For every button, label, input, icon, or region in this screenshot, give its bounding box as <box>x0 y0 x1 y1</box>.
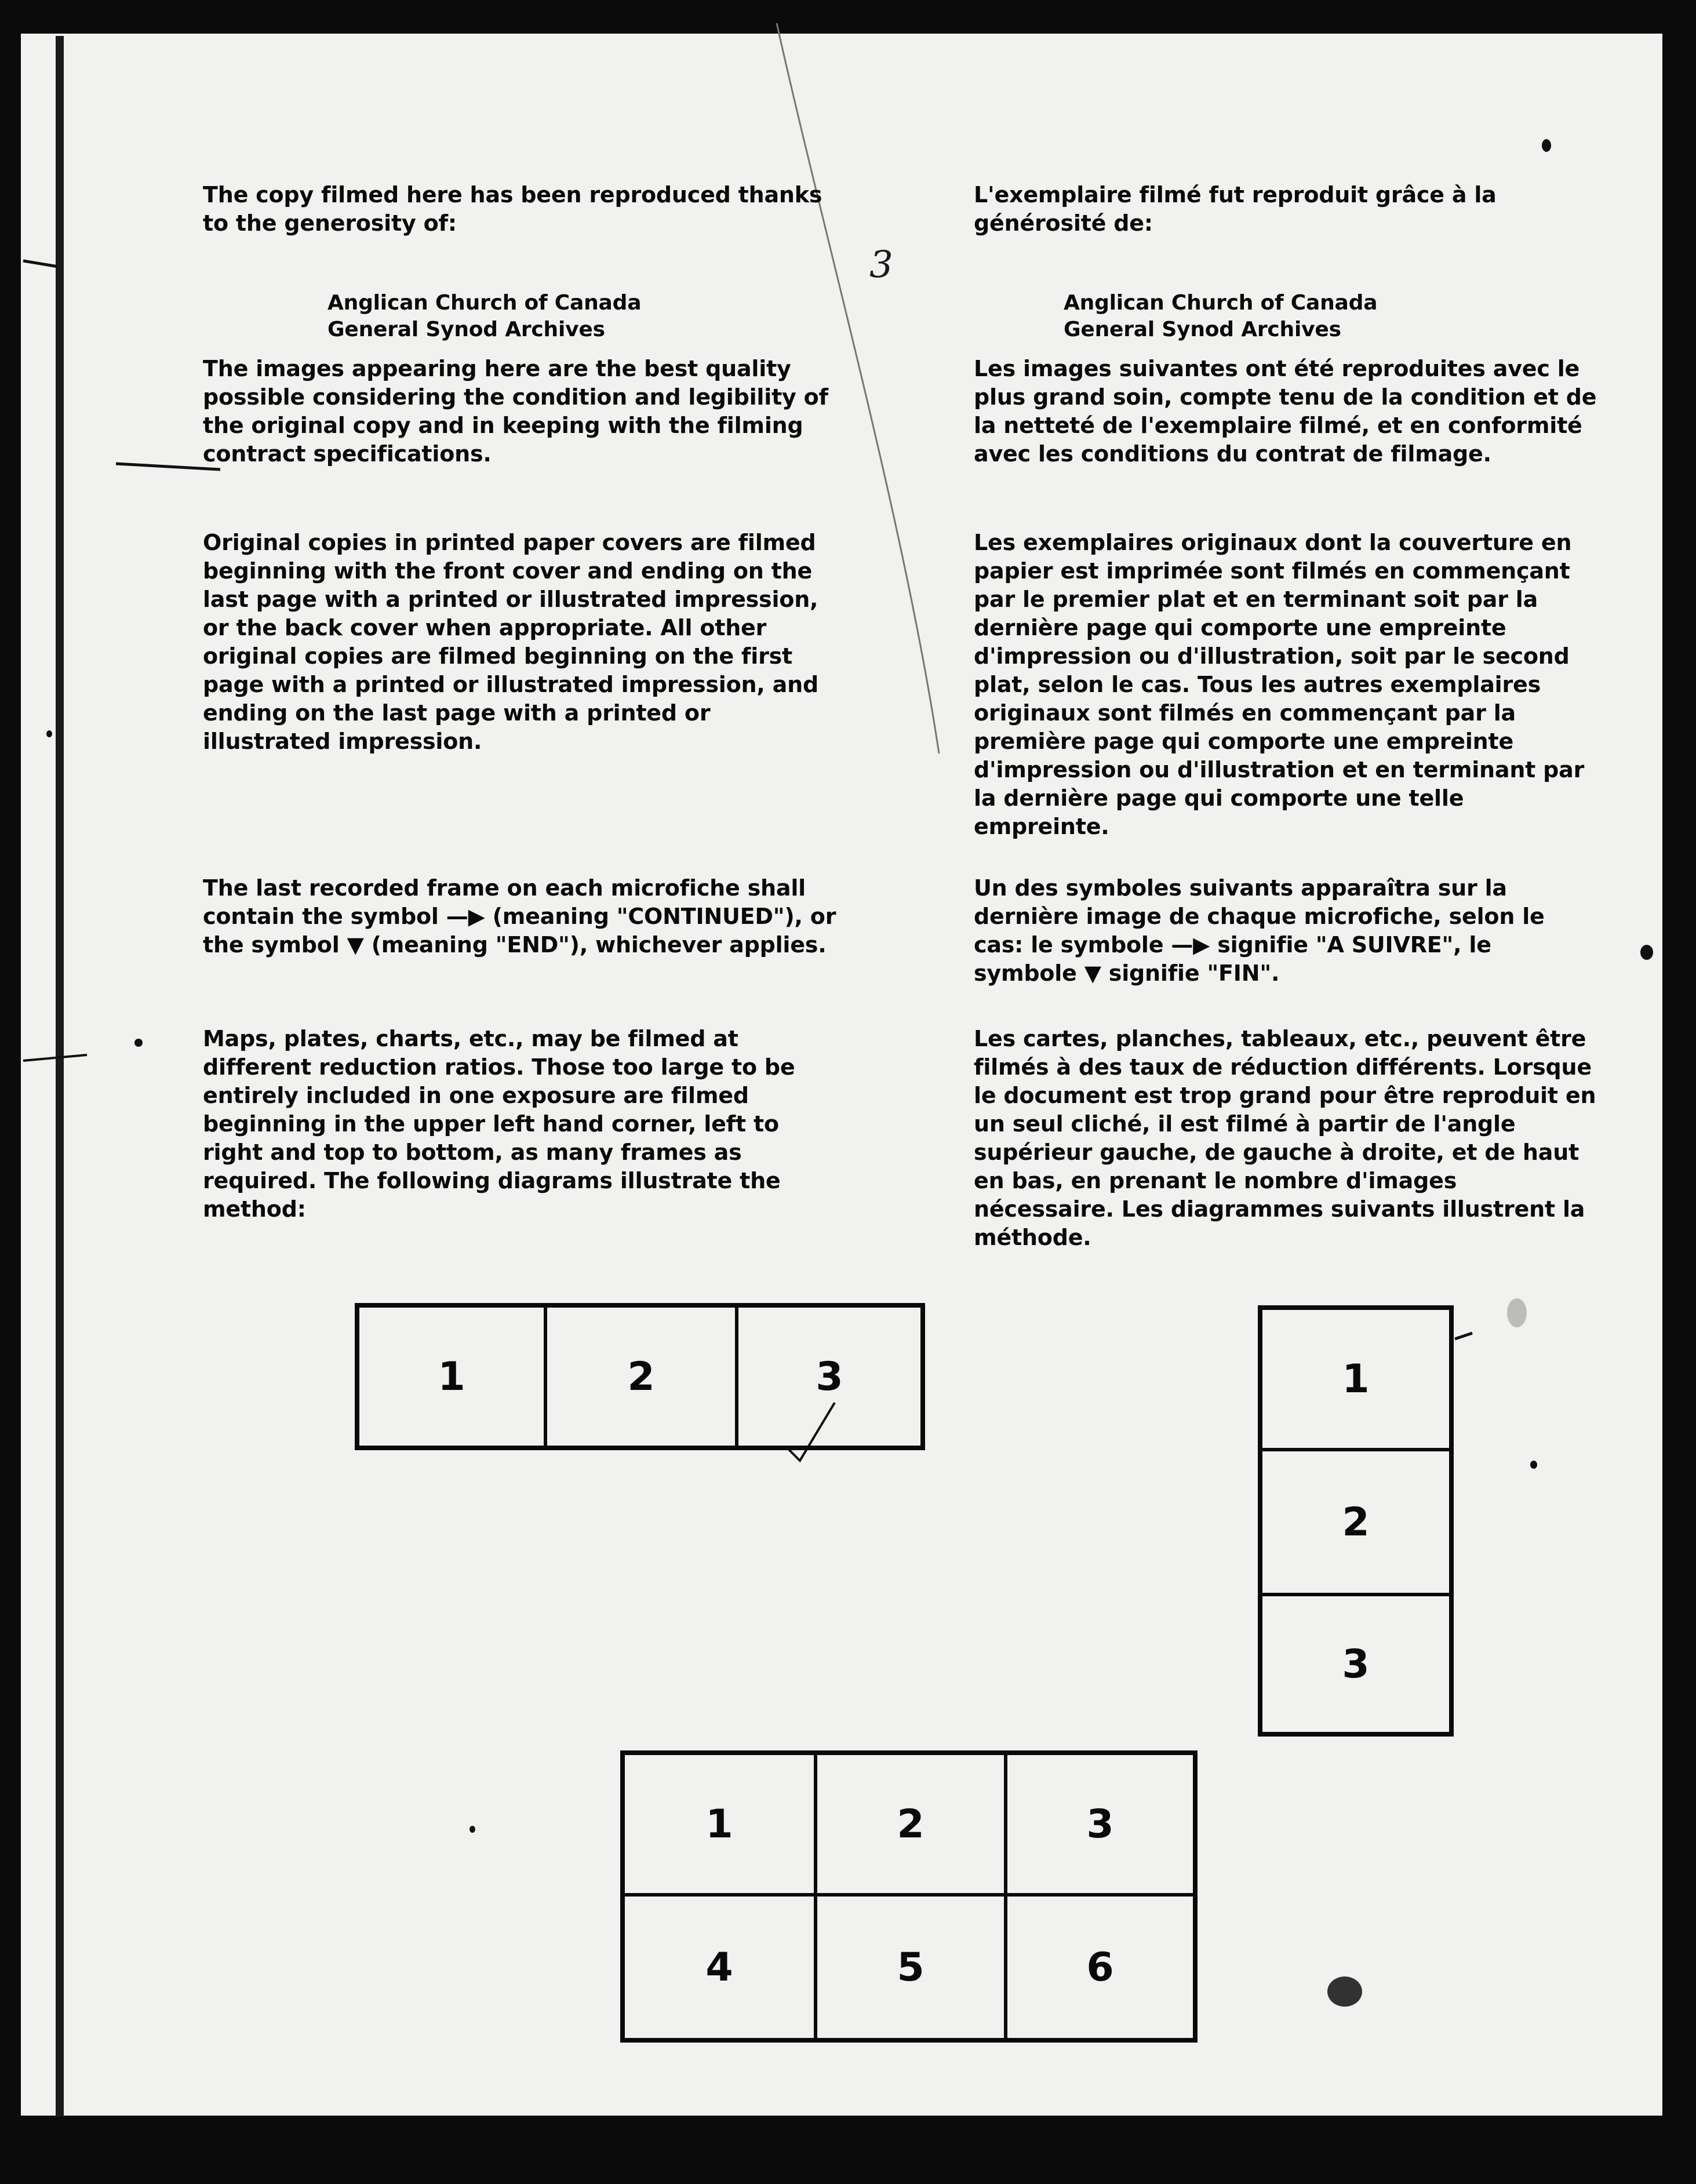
en-thanks-paragraph: The copy filmed here has been reproduced thanks to the generosity of: <box>203 182 822 236</box>
french-text-column <box>974 181 1600 343</box>
fr-symbol-block <box>974 874 1600 988</box>
dust-speck <box>1640 945 1653 960</box>
diagram-cell: 3 <box>1007 1755 1193 1897</box>
diagram-cell: 3 <box>1342 1641 1370 1687</box>
diagram-cell: 2 <box>817 1755 1007 1897</box>
dust-speck <box>1507 1298 1527 1327</box>
en-symbol-block <box>203 874 840 959</box>
en-donor-name: Anglican Church of Canada <box>327 291 642 315</box>
diagram-vertical-three-frames <box>1258 1305 1454 1737</box>
diagram-cell: 5 <box>817 1897 1007 2038</box>
diagram-cell: 1 <box>625 1755 817 1897</box>
dust-speck <box>470 1826 475 1833</box>
fr-quality-paragraph: Les images suivantes ont été reproduites avec le plus grand soin, compte tenu de la condition et de la netteté de l'exemplaire filmé, et en conformité avec les conditions du contrat de filmage. <box>974 356 1597 467</box>
diagram-horizontal-three-frames <box>355 1303 925 1450</box>
english-text-column <box>203 181 840 343</box>
fr-donor-name: Anglican Church of Canada <box>1064 291 1378 315</box>
en-quality-block <box>203 355 840 468</box>
dust-speck <box>1327 1976 1362 2007</box>
fr-maps-paragraph: Les cartes, planches, tableaux, etc., peuvent être filmés à des taux de réduction différents. Lorsque le document est trop grand pour être reproduit en un seul cliché, il est filmé à partir de l'angle supérieur gauche, de gauche à droite, et de haut en bas, en prenant le nombre d'images nécessaire. Les diagrammes suivants illustrent la méthode. <box>974 1026 1596 1250</box>
en-maps-paragraph: Maps, plates, charts, etc., may be filmed at different reduction ratios. Those too large to be entirely included in one exposure are filmed beginning in the upper left hand corner, left to right and top to bottom, as many frames as required. The following diagrams illustrate the method: <box>203 1026 795 1222</box>
diagram-cell: 2 <box>547 1308 738 1446</box>
en-filming-order-paragraph: Original copies in printed paper covers are filmed beginning with the front cover and ending on the last page with a printed or illustrated impression, or the back cover when appropriate. All other original copies are filmed beginning on the first page with a printed or illustrated impression, and ending on the last page with a printed or illustrated impression. <box>203 530 818 754</box>
diagram-cell: 4 <box>625 1897 817 2038</box>
en-maps-block <box>203 1025 840 1224</box>
handwritten-frame-number: 3 <box>869 243 893 286</box>
diagram-grid-six-frames <box>620 1750 1198 2043</box>
fr-maps-block <box>974 1025 1600 1252</box>
diagram-cell: 1 <box>359 1308 547 1446</box>
diagram-cell: 1 <box>1262 1310 1449 1451</box>
dust-speck <box>134 1039 143 1047</box>
diagram-cell: 3 <box>816 1353 843 1400</box>
fr-donor-archive: General Synod Archives <box>1064 318 1341 341</box>
dust-speck <box>1530 1461 1537 1469</box>
fr-thanks-paragraph: L'exemplaire filmé fut reproduit grâce à la générosité de: <box>974 182 1497 236</box>
fr-order-block <box>974 529 1600 841</box>
en-quality-paragraph: The images appearing here are the best quality possible considering the condition and legibility of the original copy and in keeping with the filming contract specifications. <box>203 356 828 467</box>
fr-quality-block <box>974 355 1600 468</box>
fr-symbol-paragraph: Un des symboles suivants apparaîtra sur la dernière image de chaque microfiche, selon le cas: le symbole —▶ signifie "A SUIVRE", le symbole ▼ signifie "FIN". <box>974 875 1545 986</box>
dust-speck <box>1542 139 1551 152</box>
fr-filming-order-paragraph: Les exemplaires originaux dont la couverture en papier est imprimée sont filmés en commençant par le premier plat et en terminant soit par la dernière page qui comporte une empreinte d'impression ou d'illustration, soit par le second plat, selon le cas. Tous les autres exemplaires originaux sont filmés en commençant par la première page qui comporte une empreinte d'impression ou d'illustration et en terminant par la dernière page qui comporte une telle empreinte. <box>974 530 1585 839</box>
en-symbol-paragraph: The last recorded frame on each microfiche shall contain the symbol —▶ (meaning "CONTINUED"), or the symbol ▼ (meaning "END"), whichever applies. <box>203 875 836 958</box>
en-donor-archive: General Synod Archives <box>327 318 605 341</box>
en-order-block <box>203 529 840 756</box>
dust-speck <box>46 730 52 737</box>
diagram-cell: 2 <box>1262 1451 1449 1596</box>
diagram-cell: 6 <box>1086 1944 1114 1990</box>
